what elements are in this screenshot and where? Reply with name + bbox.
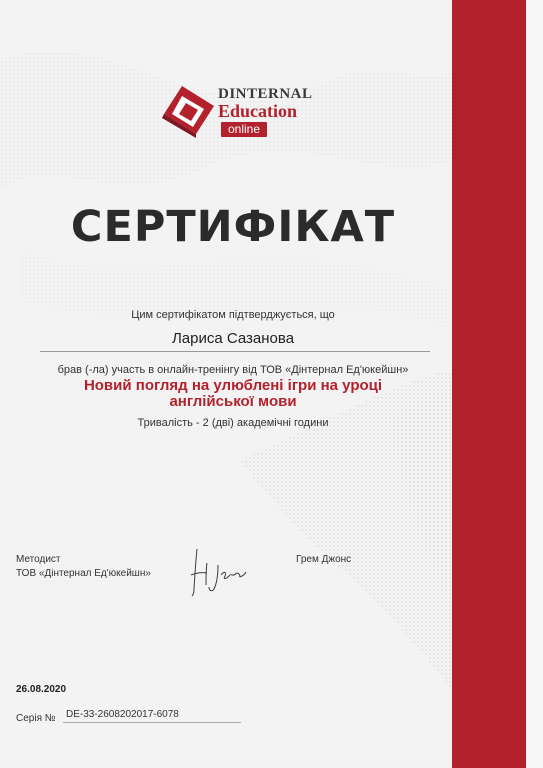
logo bbox=[160, 84, 313, 140]
signatory-company: ТОВ «Дінтернал Ед'юкейшн» bbox=[16, 568, 151, 579]
serial-label: Серія № bbox=[16, 713, 56, 724]
handwritten-signature bbox=[188, 545, 248, 597]
book-logo-icon bbox=[160, 84, 216, 138]
participation-text: брав (-ла) участь в онлайн-тренінгу від ТОВ «Дінтернал Ед'юкейшн» bbox=[57, 364, 409, 376]
recipient-name: Лариса Сазанова bbox=[171, 330, 295, 347]
course-title: Новий погляд на улюблені ігри на уроці англійської мови bbox=[83, 377, 383, 410]
logo-wordmark-main: Education bbox=[218, 101, 298, 121]
logo-wordmark-top: DINTERNAL bbox=[218, 86, 313, 102]
serial-underline bbox=[63, 722, 241, 723]
certificate-title: СЕРТИФІКАТ bbox=[70, 202, 396, 252]
red-side-stripe bbox=[452, 0, 526, 768]
logo-online-badge: online bbox=[221, 122, 267, 137]
name-underline bbox=[40, 351, 430, 352]
signatory-role: Методист bbox=[16, 554, 61, 565]
stripe-edge bbox=[526, 0, 543, 768]
duration-text: Тривалість - 2 (дві) академічні години bbox=[137, 417, 329, 429]
issue-date: 26.08.2020 bbox=[16, 684, 67, 695]
serial-number: DE-33-2608202017-6078 bbox=[66, 709, 179, 720]
confirm-text: Цим сертифікатом підтверджується, що bbox=[131, 309, 335, 321]
signatory-name: Грем Джонс bbox=[296, 554, 352, 565]
